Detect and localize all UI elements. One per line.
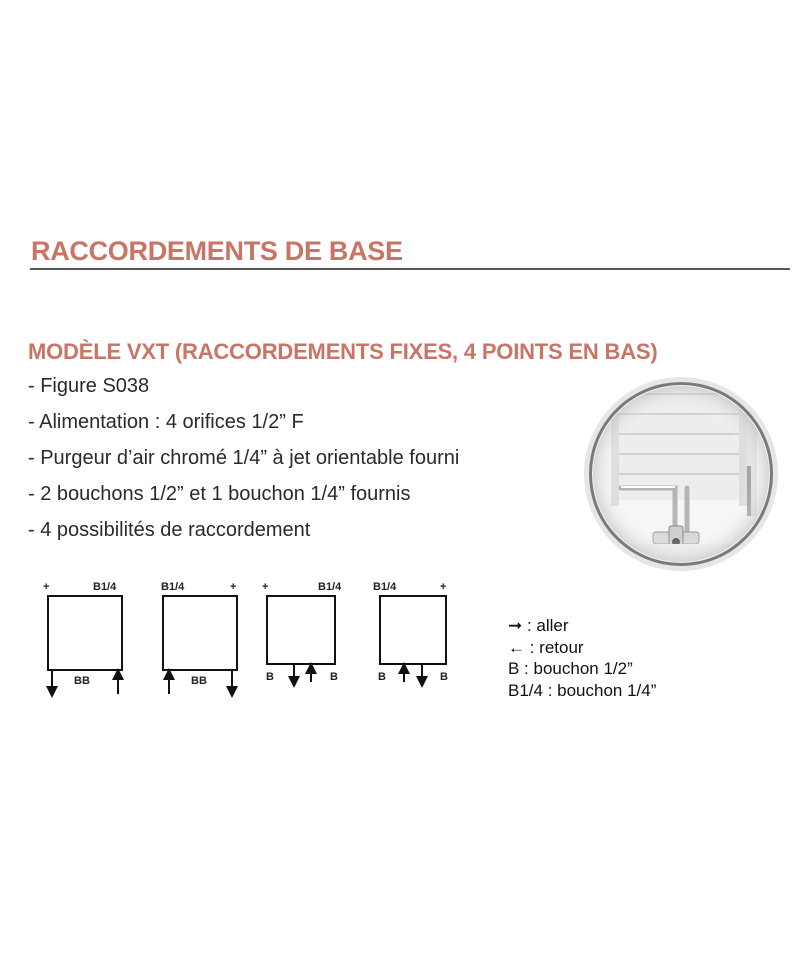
diagram-3-bottom-right: B: [330, 671, 338, 683]
feature-list: [28, 372, 459, 552]
diagram-3-top-left: +: [262, 581, 269, 593]
legend: [508, 615, 656, 701]
bullet-possibilites: - 4 possibilités de raccordement: [28, 519, 311, 541]
diagram-2-bottom-label: BB: [191, 675, 207, 687]
diagram-1: [43, 581, 122, 694]
connection-diagrams: [0, 570, 480, 710]
diagram-3: [262, 581, 342, 683]
legend-bouchon-quart: B1/4 : bouchon 1/4”: [508, 680, 657, 700]
diagram-4-top-left: B1/4: [373, 581, 397, 593]
bullet-alimentation: - Alimentation : 4 orifices 1/2” F: [28, 411, 304, 433]
title-divider: [30, 268, 790, 270]
bullet-bouchons: - 2 bouchons 1/2” et 1 bouchon 1/4” fournis: [28, 483, 411, 505]
diagram-3-top-right: B1/4: [318, 581, 342, 593]
bullet-purgeur: - Purgeur d’air chromé 1/4” à jet orientable fourni: [28, 447, 460, 469]
diagram-2-top-right: +: [230, 581, 237, 593]
section-title: RACCORDEMENTS DE BASE: [31, 236, 403, 266]
diagram-3-bottom-left: B: [266, 671, 274, 683]
diagram-2: [161, 581, 237, 694]
diagram-4-bottom-left: B: [378, 671, 386, 683]
legend-aller: ➞ : aller: [508, 616, 569, 635]
diagram-4-top-right: +: [440, 581, 447, 593]
diagram-1-top-right: B1/4: [93, 581, 117, 593]
diagram-1-top-left: +: [43, 581, 50, 593]
diagram-4-bottom-right: B: [440, 671, 448, 683]
legend-bouchon: B : bouchon 1/2”: [508, 659, 633, 678]
diagram-1-bottom-label: BB: [74, 675, 90, 687]
legend-retour: ← : retour: [508, 637, 584, 657]
model-subtitle: MODÈLE VXT (RACCORDEMENTS FIXES, 4 POINTS EN BAS): [28, 339, 658, 364]
bullet-figure: - Figure S038: [28, 375, 150, 397]
diagram-4: [373, 581, 448, 683]
product-photo: [583, 376, 779, 572]
diagram-2-top-left: B1/4: [161, 581, 185, 593]
